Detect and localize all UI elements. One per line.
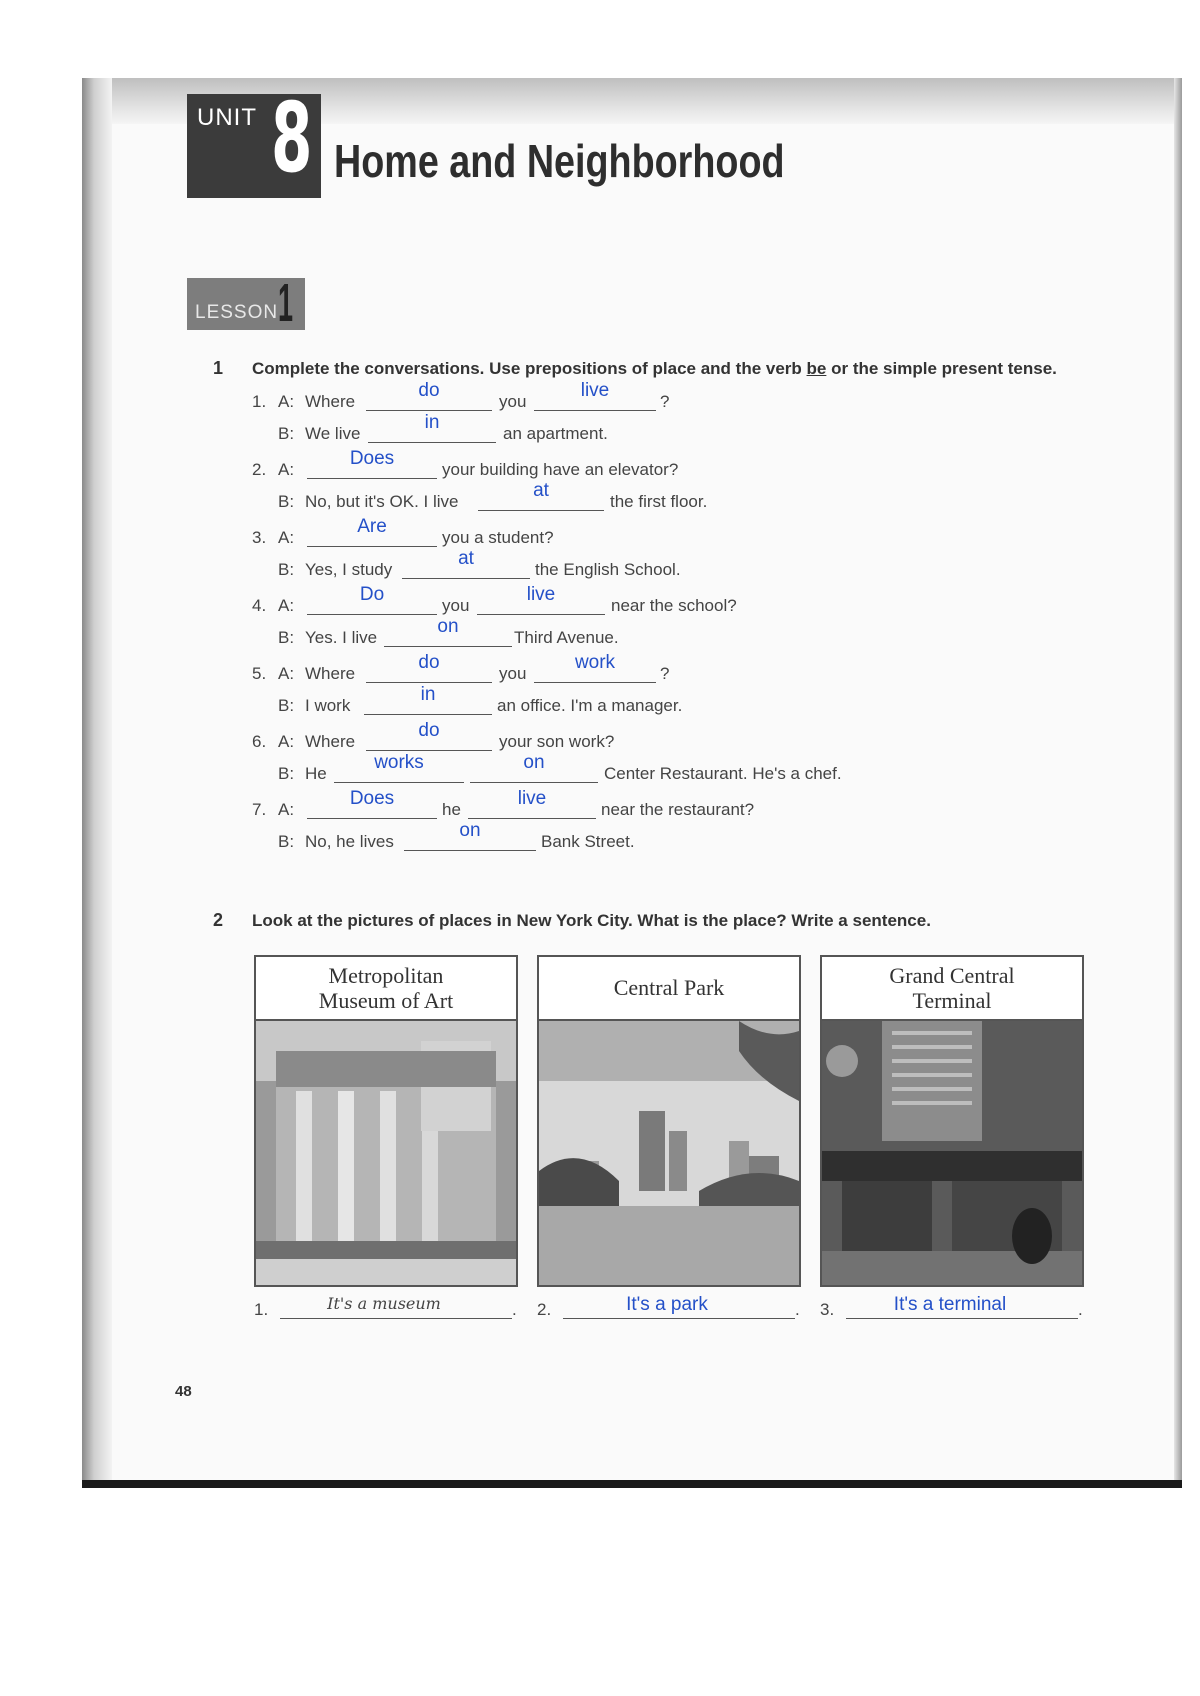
instruction-be: be <box>806 359 827 378</box>
handwritten-answer: Does <box>349 788 395 809</box>
handwritten-answer: on <box>523 752 545 773</box>
lesson-badge <box>187 273 305 333</box>
answer-blank[interactable] <box>477 614 605 615</box>
conversation-text: No, but it's OK. I live <box>305 492 459 511</box>
speaker-label: A: <box>278 528 295 547</box>
answer-blank[interactable] <box>846 1318 1078 1319</box>
conversation-text: he <box>442 800 461 819</box>
handwritten-answer: live <box>580 380 610 401</box>
speaker-label: A: <box>278 596 295 615</box>
unit-badge <box>187 82 321 198</box>
conversation-text: near the restaurant? <box>601 800 755 819</box>
handwritten-answer: Are <box>357 516 387 537</box>
unit-title: Home and Neighborhood <box>334 135 785 187</box>
lesson-label: LESSON <box>195 302 279 323</box>
answer-blank[interactable] <box>563 1318 795 1319</box>
speaker-label: B: <box>278 560 295 579</box>
conversation-text: ? <box>660 392 670 411</box>
conversation-text: I work <box>305 696 351 715</box>
picture-caption: Metropolitan Museum of Art <box>256 957 516 1021</box>
answer-blank[interactable] <box>307 818 437 819</box>
conversation-text: Where <box>305 392 356 411</box>
instruction-text: or the simple present tense. <box>826 359 1057 378</box>
handwritten-answer: It's a museum <box>327 1294 441 1313</box>
answer-blank[interactable] <box>366 410 492 411</box>
conversation-text: Center Restaurant. He's a chef. <box>604 764 842 783</box>
conversation-text: No, he lives <box>305 832 394 851</box>
conversation-text: near the school? <box>611 596 737 615</box>
terminal-photo <box>822 1021 1082 1285</box>
picture-answer-number: 2. <box>537 1300 552 1319</box>
answer-blank[interactable] <box>280 1318 512 1319</box>
item-number: 6. <box>252 732 267 751</box>
conversation-text: you a student? <box>442 528 554 547</box>
exercise-1-number: 1 <box>213 358 224 378</box>
handwritten-answer: at <box>533 480 549 501</box>
answer-blank[interactable] <box>402 578 530 579</box>
conversation-text: Where <box>305 732 356 751</box>
picture-park <box>537 955 801 1287</box>
handwritten-answer: work <box>574 652 616 673</box>
conversation-text: your son work? <box>499 732 615 751</box>
speaker-label: A: <box>278 664 295 683</box>
speaker-label: B: <box>278 424 295 443</box>
park-photo <box>539 1021 799 1285</box>
item-number: 7. <box>252 800 267 819</box>
answer-blank[interactable] <box>384 646 512 647</box>
answer-blank[interactable] <box>404 850 536 851</box>
unit-label: UNIT <box>197 104 257 131</box>
picture-caption: Central Park <box>539 957 799 1021</box>
conversation-text: He <box>305 764 327 783</box>
speaker-label: B: <box>278 696 295 715</box>
answer-blank[interactable] <box>534 682 656 683</box>
handwritten-answer: Does <box>349 448 395 469</box>
handwritten-answer: in <box>424 412 440 433</box>
handwritten-answer: on <box>459 820 481 841</box>
handwritten-answer: in <box>420 684 436 705</box>
handwritten-answer: do <box>418 380 440 401</box>
handwritten-answer: works <box>374 752 424 773</box>
exercise-2-number: 2 <box>213 910 224 930</box>
conversation-text: Third Avenue. <box>514 628 619 647</box>
conversation-text: you <box>499 392 527 411</box>
answer-blank[interactable] <box>470 782 598 783</box>
conversation-text: We live <box>305 424 361 443</box>
conversation-text: Bank Street. <box>541 832 635 851</box>
conversation-text: Yes, I study <box>305 560 393 579</box>
picture-museum <box>254 955 518 1287</box>
conversation-text: the English School. <box>535 560 681 579</box>
sentence-end: . <box>795 1300 800 1319</box>
conversation-text: you <box>499 664 527 683</box>
answer-blank[interactable] <box>366 682 492 683</box>
item-number: 4. <box>252 596 267 615</box>
conversation-text: you <box>442 596 470 615</box>
item-number: 5. <box>252 664 267 683</box>
handwritten-answer: live <box>526 584 556 605</box>
conversation-text: the first floor. <box>610 492 708 511</box>
answer-blank[interactable] <box>468 818 596 819</box>
answer-blank[interactable] <box>307 478 437 479</box>
handwritten-answer: live <box>517 788 547 809</box>
answer-blank[interactable] <box>307 546 437 547</box>
exercise-2-instruction: Look at the pictures of places in New York City. What is the place? Write a sentence. <box>252 911 931 930</box>
conversation-text: ? <box>660 664 670 683</box>
speaker-label: A: <box>278 732 295 751</box>
scan-edge-bottom <box>82 1480 1182 1488</box>
answer-blank[interactable] <box>366 750 492 751</box>
unit-number: 8 <box>271 82 313 194</box>
speaker-label: A: <box>278 392 295 411</box>
answer-blank[interactable] <box>364 714 492 715</box>
instruction-text: Complete the conversations. Use prepositions of place and the verb <box>252 359 807 378</box>
answer-blank[interactable] <box>307 614 437 615</box>
page-number: 48 <box>175 1383 192 1400</box>
handwritten-answer: It's a terminal <box>893 1294 1007 1315</box>
picture-terminal <box>820 955 1084 1287</box>
sentence-end: . <box>512 1300 517 1319</box>
answer-blank[interactable] <box>478 510 604 511</box>
conversation-text: your building have an elevator? <box>442 460 679 479</box>
handwritten-answer: on <box>437 616 459 637</box>
handwritten-answer: do <box>418 720 440 741</box>
conversation-text: an apartment. <box>503 424 608 443</box>
item-number: 3. <box>252 528 267 547</box>
item-number: 1. <box>252 392 267 411</box>
handwritten-answer: at <box>458 548 474 569</box>
conversation-text: Yes. I live <box>305 628 378 647</box>
speaker-label: B: <box>278 492 295 511</box>
speaker-label: B: <box>278 764 295 783</box>
lesson-number: 1 <box>278 273 294 333</box>
exercise-1-instruction <box>252 359 1057 379</box>
speaker-label: A: <box>278 460 295 479</box>
museum-photo <box>256 1021 516 1285</box>
item-number: 2. <box>252 460 267 479</box>
handwritten-answer: do <box>418 652 440 673</box>
picture-answer-number: 1. <box>254 1300 269 1319</box>
answer-blank[interactable] <box>368 442 496 443</box>
answer-blank[interactable] <box>534 410 656 411</box>
picture-answer-number: 3. <box>820 1300 835 1319</box>
handwritten-answer: It's a park <box>626 1294 708 1315</box>
scan-shadow-right <box>1174 78 1182 1488</box>
conversation-text: Where <box>305 664 356 683</box>
conversation-text: an office. I'm a manager. <box>497 696 683 715</box>
answer-blank[interactable] <box>334 782 464 783</box>
handwritten-answer: Do <box>359 584 385 605</box>
sentence-end: . <box>1078 1300 1083 1319</box>
speaker-label: B: <box>278 832 295 851</box>
scan-shadow-left <box>82 78 112 1488</box>
speaker-label: A: <box>278 800 295 819</box>
speaker-label: B: <box>278 628 295 647</box>
picture-caption: Grand Central Terminal <box>822 957 1082 1021</box>
